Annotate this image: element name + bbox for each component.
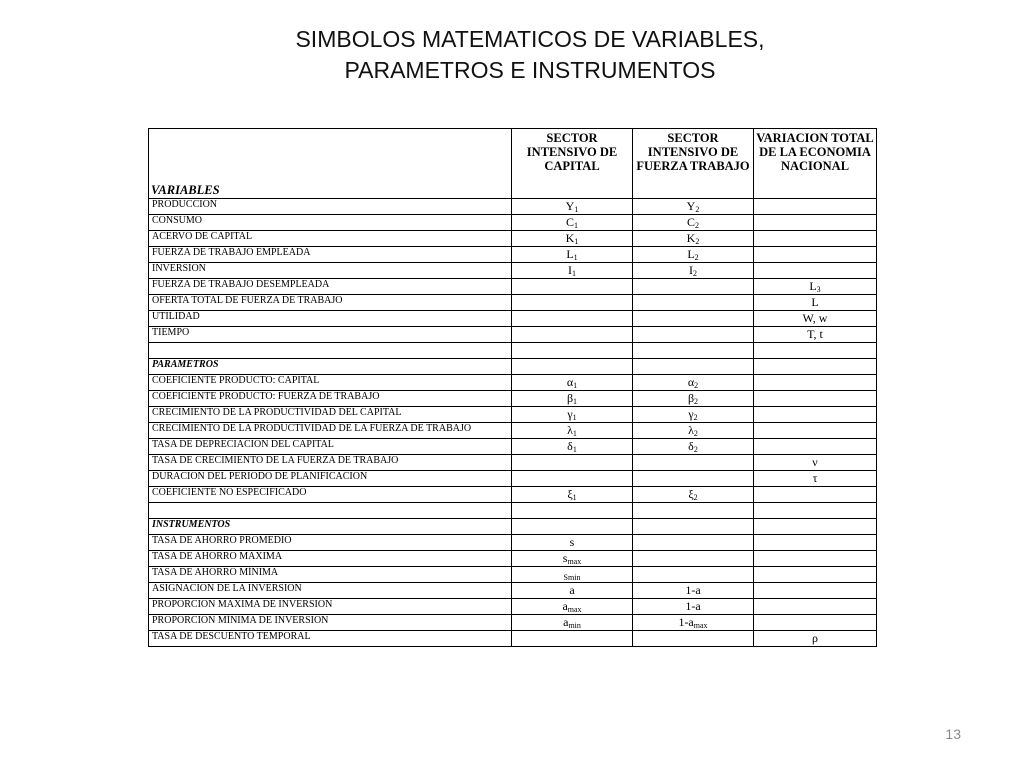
- page-number: 13: [945, 726, 961, 742]
- cell-sector-1-subscript: 1: [573, 397, 578, 406]
- cell-total-3: [754, 391, 877, 407]
- cell-sector-1: [512, 567, 633, 583]
- row-label: ACERVO DE CAPITAL: [149, 231, 512, 247]
- cell-sector-1: [512, 199, 633, 215]
- cell-total-3: [754, 295, 877, 311]
- cell-total-3: [754, 487, 877, 503]
- cell-total-3-symbol: W, w: [802, 311, 828, 325]
- table-row: [149, 407, 877, 423]
- cell-sector-2: [633, 583, 754, 599]
- cell-sector-2-symbol: α: [687, 375, 695, 389]
- cell-sector-2-symbol: ξ: [688, 487, 694, 501]
- row-label: TASA DE DEPRECIACION DEL CAPITAL: [149, 439, 512, 455]
- row-label: DURACION DEL PERIODO DE PLANIFICACION: [149, 471, 512, 487]
- cell-sector-2-subscript: 2: [694, 381, 699, 390]
- cell-sector-2: [633, 599, 754, 615]
- empty-cell: [633, 519, 754, 535]
- cell-sector-1: [512, 551, 633, 567]
- cell-sector-2-subscript: 2: [694, 253, 699, 262]
- row-label: PROPORCION MAXIMA DE INVERSION: [149, 599, 512, 615]
- cell-sector-2: [633, 391, 754, 407]
- cell-sector-1: [512, 279, 633, 295]
- cell-sector-2: [633, 615, 754, 631]
- table-row: [149, 615, 877, 631]
- cell-sector-1: [512, 631, 633, 647]
- cell-sector-1: [512, 391, 633, 407]
- cell-sector-1: [512, 215, 633, 231]
- cell-sector-2: [633, 471, 754, 487]
- table-row: [149, 231, 877, 247]
- cell-sector-1-subscript: 1: [572, 269, 576, 278]
- table-row: [149, 215, 877, 231]
- cell-sector-1-subscript: 1: [573, 253, 578, 262]
- slide-title: [0, 24, 1024, 86]
- cell-total-3-symbol: ν: [812, 455, 818, 469]
- cell-total-3: [754, 455, 877, 471]
- cell-sector-1: [512, 295, 633, 311]
- cell-sector-1-subscript: 1: [574, 221, 578, 230]
- cell-sector-2: [633, 375, 754, 391]
- cell-sector-2: [633, 199, 754, 215]
- cell-sector-1-subscript: 1: [573, 381, 578, 390]
- cell-sector-2-subscript: 2: [695, 237, 700, 246]
- cell-sector-1-symbol: s: [562, 551, 568, 565]
- table-row: [149, 455, 877, 471]
- cell-sector-1-symbol: I: [568, 263, 572, 277]
- row-label: UTILIDAD: [149, 311, 512, 327]
- row-label: CRECIMIENTO DE LA PRODUCTIVIDAD DEL CAPITAL: [149, 407, 512, 423]
- header-variacion-total: VARIACION TOTAL DE LA ECONOMIA NACIONAL: [754, 129, 877, 199]
- cell-sector-2: [633, 231, 754, 247]
- cell-sector-2-subscript: max: [693, 621, 708, 630]
- empty-cell: [633, 343, 754, 359]
- cell-sector-1-symbol: a: [569, 583, 575, 597]
- empty-cell: [633, 503, 754, 519]
- cell-sector-2: [633, 311, 754, 327]
- cell-total-3: [754, 599, 877, 615]
- cell-sector-2-symbol: Y: [686, 199, 696, 213]
- cell-total-3: [754, 423, 877, 439]
- cell-sector-1: [512, 327, 633, 343]
- row-label: PROPORCION MÍNIMA DE INVERSION: [149, 615, 512, 631]
- cell-sector-2: [633, 487, 754, 503]
- cell-sector-2-symbol: β: [687, 391, 695, 405]
- section-instrumentos-label: INSTRUMENTOS: [149, 519, 512, 535]
- cell-sector-1-subscript: max: [567, 605, 582, 614]
- table-row: [149, 583, 877, 599]
- symbols-table: [148, 128, 877, 647]
- cell-sector-2-symbol: C: [686, 215, 695, 229]
- cell-sector-2: [633, 295, 754, 311]
- row-label: TIEMPO: [149, 327, 512, 343]
- spacer-row: [149, 343, 877, 359]
- row-label: COEFICIENTE PRODUCTO: CAPITAL: [149, 375, 512, 391]
- table-row: [149, 279, 877, 295]
- header-sector-capital: SECTOR INTENSIVO DE CAPITAL: [512, 129, 633, 199]
- cell-sector-1: [512, 407, 633, 423]
- row-label: TASA DE AHORRO MÍNIMA: [149, 567, 512, 583]
- cell-sector-1-symbol: α: [566, 375, 574, 389]
- cell-sector-2: [633, 407, 754, 423]
- table-body: [149, 199, 877, 647]
- row-label: TASA DE CRECIMIENTO DE LA FUERZA DE TRABAJO: [149, 455, 512, 471]
- row-label: ASIGNACION DE LA INVERSION: [149, 583, 512, 599]
- cell-sector-2-subscript: 2: [693, 445, 698, 454]
- section-parametros: [149, 359, 877, 375]
- cell-sector-1: [512, 311, 633, 327]
- cell-sector-2: [633, 631, 754, 647]
- cell-sector-1-symbol: ξ: [567, 487, 573, 501]
- table-row: [149, 423, 877, 439]
- cell-sector-2-subscript: 2: [695, 221, 699, 230]
- empty-cell: [149, 343, 512, 359]
- cell-sector-2-subscript: 2: [693, 493, 698, 502]
- slide-title-line-2: PARAMETROS E INSTRUMENTOS: [344, 57, 716, 83]
- cell-sector-1: [512, 471, 633, 487]
- empty-cell: [512, 343, 633, 359]
- cell-sector-1-symbol: λ: [567, 423, 573, 437]
- table-row: [149, 631, 877, 647]
- cell-sector-1: [512, 247, 633, 263]
- cell-sector-2-symbol: I: [689, 263, 693, 277]
- cell-sector-2: [633, 423, 754, 439]
- cell-sector-1: [512, 599, 633, 615]
- cell-sector-2-subscript: 2: [693, 429, 698, 438]
- cell-sector-1: [512, 231, 633, 247]
- cell-sector-1: [512, 583, 633, 599]
- table-row: [149, 535, 877, 551]
- cell-total-3: [754, 631, 877, 647]
- cell-sector-2-symbol: γ: [688, 407, 694, 421]
- spacer-row: [149, 503, 877, 519]
- cell-sector-1: [512, 263, 633, 279]
- table-row: [149, 487, 877, 503]
- empty-cell: [754, 343, 877, 359]
- cell-total-3: [754, 535, 877, 551]
- cell-sector-2-symbol: δ: [688, 439, 694, 453]
- cell-total-3: [754, 551, 877, 567]
- cell-sector-1-symbol: K: [565, 231, 575, 245]
- empty-cell: [754, 359, 877, 375]
- cell-total-3: [754, 279, 877, 295]
- cell-total-3-symbol: ρ: [812, 631, 818, 645]
- cell-sector-2-symbol: 1-a: [685, 599, 701, 613]
- cell-sector-1: [512, 535, 633, 551]
- row-label: TASA DE AHORRO PROMEDIO: [149, 535, 512, 551]
- cell-sector-2-symbol: 1-a: [678, 615, 694, 629]
- row-label: COEFICIENTE PRODUCTO: FUERZA DE TRABAJO: [149, 391, 512, 407]
- cell-total-3: [754, 327, 877, 343]
- cell-total-3: [754, 199, 877, 215]
- cell-sector-2: [633, 535, 754, 551]
- row-label: CRECIMIENTO DE LA PRODUCTIVIDAD DE LA FUERZA DE TRABAJO: [149, 423, 512, 439]
- cell-sector-2-symbol: 1-a: [685, 583, 701, 597]
- cell-sector-1-symbol: L: [566, 247, 574, 261]
- cell-sector-2: [633, 263, 754, 279]
- empty-cell: [754, 519, 877, 535]
- header-variables: VARIABLES: [149, 129, 512, 199]
- cell-sector-2-subscript: 2: [693, 413, 698, 422]
- row-label: PRODUCCION: [149, 199, 512, 215]
- cell-sector-1-subscript: 1: [572, 493, 577, 502]
- cell-total-3: [754, 263, 877, 279]
- cell-sector-2-subscript: 2: [694, 397, 699, 406]
- empty-cell: [512, 503, 633, 519]
- table-row: [149, 599, 877, 615]
- cell-sector-2-subscript: 2: [695, 205, 700, 214]
- slide-title-line-1: SIMBOLOS MATEMATICOS DE VARIABLES,: [295, 26, 765, 52]
- cell-sector-2-subscript: 2: [693, 269, 697, 278]
- row-label: FUERZA DE TRABAJO DESEMPLEADA: [149, 279, 512, 295]
- cell-total-3: [754, 439, 877, 455]
- cell-total-3: [754, 407, 877, 423]
- row-label: FUERZA DE TRABAJO EMPLEADA: [149, 247, 512, 263]
- cell-sector-1-subscript: 1: [572, 445, 577, 454]
- cell-sector-1-symbol: a: [562, 599, 568, 613]
- table-row: [149, 327, 877, 343]
- cell-sector-2: [633, 439, 754, 455]
- cell-sector-1: [512, 455, 633, 471]
- table-row: [149, 375, 877, 391]
- row-label: TASA DE DESCUENTO TEMPORAL: [149, 631, 512, 647]
- cell-sector-1-symbol: δ: [567, 439, 573, 453]
- cell-sector-1-symbol: s: [569, 535, 575, 549]
- row-label: COEFICIENTE NO ESPECIFICADO: [149, 487, 512, 503]
- cell-sector-2-symbol: K: [686, 231, 696, 245]
- cell-total-3: [754, 215, 877, 231]
- table-row: [149, 471, 877, 487]
- table-row: [149, 295, 877, 311]
- empty-cell: [149, 503, 512, 519]
- cell-sector-1-symbol: β: [566, 391, 574, 405]
- cell-total-3-symbol: L: [811, 295, 819, 309]
- cell-sector-1-symbol: C: [565, 215, 574, 229]
- cell-sector-1-subscript: 1: [574, 205, 579, 214]
- cell-total-3: [754, 375, 877, 391]
- cell-sector-2: [633, 551, 754, 567]
- cell-sector-1: [512, 439, 633, 455]
- cell-sector-2: [633, 327, 754, 343]
- cell-total-3: [754, 615, 877, 631]
- cell-total-3-symbol: T, t: [807, 327, 823, 341]
- row-label: TASA DE AHORRO MAXIMA: [149, 551, 512, 567]
- table-row: [149, 263, 877, 279]
- cell-sector-2: [633, 279, 754, 295]
- table-row: [149, 199, 877, 215]
- empty-cell: [512, 519, 633, 535]
- cell-total-3: [754, 583, 877, 599]
- cell-total-3: [754, 247, 877, 263]
- table-row: [149, 247, 877, 263]
- cell-sector-2: [633, 567, 754, 583]
- cell-total-3: [754, 311, 877, 327]
- cell-sector-1: [512, 423, 633, 439]
- cell-total-3-symbol: L: [809, 279, 817, 293]
- cell-sector-1: [512, 615, 633, 631]
- cell-sector-1: [512, 487, 633, 503]
- cell-sector-1-subscript: max: [567, 557, 582, 566]
- cell-total-3: [754, 231, 877, 247]
- cell-sector-1-subscript: 1: [572, 429, 577, 438]
- cell-sector-2-symbol: L: [687, 247, 695, 261]
- row-label: INVERSION: [149, 263, 512, 279]
- cell-sector-2: [633, 455, 754, 471]
- cell-total-3-subscript: 3: [816, 285, 821, 294]
- cell-sector-1: [512, 375, 633, 391]
- section-instrumentos: [149, 519, 877, 535]
- table-row: [149, 311, 877, 327]
- cell-total-3-symbol: τ: [812, 471, 818, 485]
- cell-sector-2: [633, 215, 754, 231]
- cell-sector-1-subscript: 1: [574, 237, 579, 246]
- cell-total-3: [754, 471, 877, 487]
- cell-sector-2-symbol: λ: [688, 423, 694, 437]
- cell-sector-1-symbol: γ: [567, 407, 573, 421]
- table-row: [149, 551, 877, 567]
- header-sector-fuerza-trabajo: SECTOR INTENSIVO DE FUERZA TRABAJO: [633, 129, 754, 199]
- cell-sector-1-subscript: 1: [572, 413, 577, 422]
- cell-sector-1-subscript: min: [568, 621, 581, 630]
- cell-sector-1-symbol: a: [563, 615, 569, 629]
- cell-total-3: [754, 567, 877, 583]
- cell-sector-2: [633, 247, 754, 263]
- empty-cell: [512, 359, 633, 375]
- empty-cell: [633, 359, 754, 375]
- table-row: [149, 567, 877, 583]
- section-parametros-label: PARAMETROS: [149, 359, 512, 375]
- empty-cell: [754, 503, 877, 519]
- row-label: OFERTA TOTAL DE FUERZA DE TRABAJO: [149, 295, 512, 311]
- row-label: CONSUMO: [149, 215, 512, 231]
- table-header-row: [149, 129, 877, 199]
- cell-sector-1-subscript: Smin: [563, 573, 581, 582]
- cell-sector-1-symbol: Y: [565, 199, 575, 213]
- table-row: [149, 439, 877, 455]
- table-row: [149, 391, 877, 407]
